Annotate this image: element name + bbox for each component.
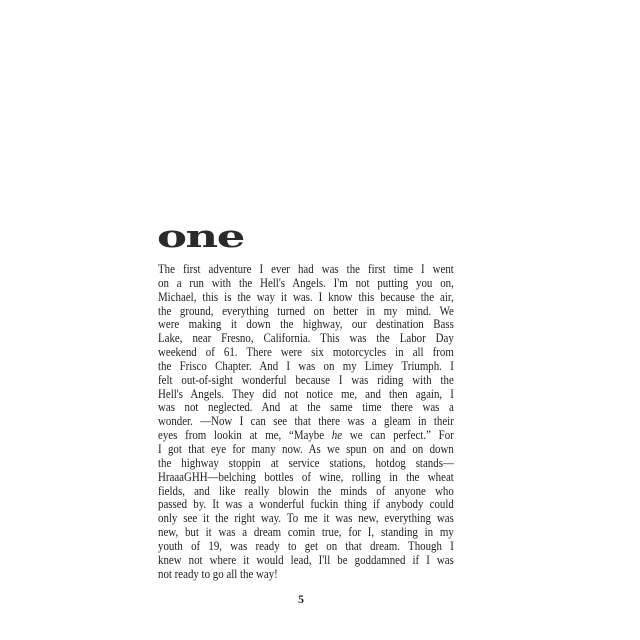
- text-line: knew not where it would lead, I'll be goddamned if I was: [158, 552, 454, 567]
- text-line: felt out-of-sight wonderful because I was riding with the: [158, 372, 454, 387]
- text-line: The first adventure I ever had was the first time I went: [158, 262, 454, 276]
- page-number: 5: [298, 592, 304, 606]
- text-line: Lake, near Fresno, California. This was the Labor Day: [158, 331, 454, 346]
- italic-word: he: [331, 428, 343, 443]
- body-text: [158, 263, 454, 581]
- text-line: only see it the right way. To me it was new, everything was: [158, 511, 454, 526]
- text-line: the ground, everything turned on better in my mind. We: [158, 303, 454, 318]
- text-line: new, but it was a dream comin true, for I, standing in my: [158, 525, 454, 540]
- text-line: Hell's Angels. They did not notice me, and then again, I: [158, 386, 454, 401]
- text-segment: eyes from lookin at me, “Maybe: [158, 428, 332, 443]
- text-line: weekend of 61. There were six motorcycles in all from: [158, 345, 454, 360]
- text-line: youth of 19, was ready to get on that dream. Though I: [158, 538, 454, 553]
- text-line: I got that eye for many now. As we spun on and on down: [158, 441, 454, 456]
- text-line: [158, 429, 454, 443]
- text-line: on a run with the Hell's Angels. I'm not putting you on,: [158, 275, 454, 290]
- text-line: the Frisco Chapter. And I was on my Limey Triumph. I: [158, 358, 454, 373]
- text-line: was not neglected. And at the same time there was a: [158, 400, 454, 415]
- text-line: the highway stoppin at service stations, hotdog stands—: [158, 455, 454, 470]
- text-line: not ready to go all the way!: [158, 566, 278, 581]
- text-segment: we can perfect.” For: [342, 428, 454, 443]
- chapter-title: one: [157, 219, 244, 255]
- text-line: passed by. It was a wonderful fuckin thing if anybody could: [158, 497, 454, 512]
- text-line: wonder. —Now I can see that there was a gleam in their: [158, 414, 454, 429]
- text-line: HraaaGHH—belching bottles of wine, rolling in the wheat: [158, 469, 454, 484]
- text-line: Michael, this is the way it was. I know this because the air,: [158, 289, 454, 304]
- text-line: were making it down the highway, our destination Bass: [158, 317, 454, 332]
- text-line: fields, and like really blowin the minds of anyone who: [158, 483, 454, 498]
